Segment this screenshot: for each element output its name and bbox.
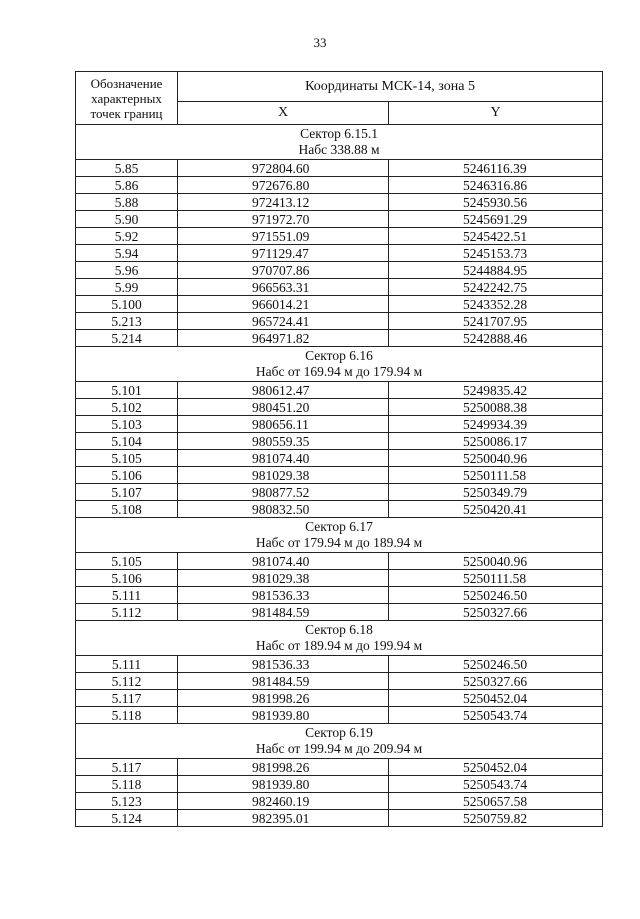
x-coordinate-cell: 981536.33 (178, 587, 389, 604)
x-coordinate-cell: 972804.60 (178, 160, 389, 177)
x-coordinate-cell: 981484.59 (178, 673, 389, 690)
sector-title: Сектор 6.15.1 (300, 126, 378, 141)
table-row (76, 553, 603, 570)
y-coordinate-cell: 5245691.29 (389, 211, 603, 228)
x-coordinate-cell: 980612.47 (178, 382, 389, 399)
x-coordinate-cell: 981536.33 (178, 656, 389, 673)
y-coordinate-cell: 5242242.75 (389, 279, 603, 296)
y-coordinate-cell: 5246316.86 (389, 177, 603, 194)
sector-heading-row (76, 518, 603, 553)
point-id-cell: 5.124 (76, 810, 178, 827)
y-coordinate-cell: 5241707.95 (389, 313, 603, 330)
point-id-cell: 5.108 (76, 501, 178, 518)
table-row (76, 450, 603, 467)
x-coordinate-cell: 981939.80 (178, 707, 389, 724)
header-point-designation: Обозначение характерных точек границ (76, 72, 178, 125)
y-coordinate-cell: 5250327.66 (389, 604, 603, 621)
header-x: X (178, 102, 389, 125)
table-row (76, 587, 603, 604)
table-row (76, 245, 603, 262)
table-row (76, 604, 603, 621)
sector-heading-row (76, 621, 603, 656)
sector-height: Набс от 169.94 м до 179.94 м (255, 364, 423, 379)
y-coordinate-cell: 5250349.79 (389, 484, 603, 501)
coordinates-table (75, 71, 603, 827)
point-id-cell: 5.99 (76, 279, 178, 296)
point-id-cell: 5.123 (76, 793, 178, 810)
table-header (76, 72, 603, 125)
point-id-cell: 5.104 (76, 433, 178, 450)
x-coordinate-cell: 964971.82 (178, 330, 389, 347)
table-row (76, 279, 603, 296)
y-coordinate-cell: 5242888.46 (389, 330, 603, 347)
table-row (76, 399, 603, 416)
y-coordinate-cell: 5250657.58 (389, 793, 603, 810)
x-coordinate-cell: 980451.20 (178, 399, 389, 416)
sector-heading-row (76, 125, 603, 160)
table-row (76, 793, 603, 810)
table-row (76, 177, 603, 194)
x-coordinate-cell: 980559.35 (178, 433, 389, 450)
y-coordinate-cell: 5250040.96 (389, 450, 603, 467)
table-row (76, 759, 603, 776)
x-coordinate-cell: 972676.80 (178, 177, 389, 194)
table-row (76, 656, 603, 673)
x-coordinate-cell: 981074.40 (178, 450, 389, 467)
table-body (76, 125, 603, 827)
point-id-cell: 5.106 (76, 467, 178, 484)
y-coordinate-cell: 5250088.38 (389, 399, 603, 416)
x-coordinate-cell: 971551.09 (178, 228, 389, 245)
sector-heading-row (76, 347, 603, 382)
point-id-cell: 5.117 (76, 759, 178, 776)
x-coordinate-cell: 966014.21 (178, 296, 389, 313)
table-row (76, 211, 603, 228)
point-id-cell: 5.112 (76, 673, 178, 690)
x-coordinate-cell: 980877.52 (178, 484, 389, 501)
point-id-cell: 5.85 (76, 160, 178, 177)
x-coordinate-cell: 982460.19 (178, 793, 389, 810)
table-row (76, 707, 603, 724)
sector-heading (76, 621, 603, 656)
x-coordinate-cell: 980832.50 (178, 501, 389, 518)
point-id-cell: 5.105 (76, 553, 178, 570)
point-id-cell: 5.100 (76, 296, 178, 313)
x-coordinate-cell: 970707.86 (178, 262, 389, 279)
y-coordinate-cell: 5250759.82 (389, 810, 603, 827)
x-coordinate-cell: 971129.47 (178, 245, 389, 262)
sector-heading (76, 125, 603, 160)
sector-title: Сектор 6.19 (305, 725, 373, 740)
y-coordinate-cell: 5250327.66 (389, 673, 603, 690)
point-id-cell: 5.118 (76, 707, 178, 724)
table-row (76, 467, 603, 484)
x-coordinate-cell: 980656.11 (178, 416, 389, 433)
sector-height: Набс от 179.94 м до 189.94 м (255, 535, 423, 550)
y-coordinate-cell: 5250246.50 (389, 656, 603, 673)
y-coordinate-cell: 5245930.56 (389, 194, 603, 211)
point-id-cell: 5.92 (76, 228, 178, 245)
point-id-cell: 5.106 (76, 570, 178, 587)
x-coordinate-cell: 965724.41 (178, 313, 389, 330)
table-row (76, 262, 603, 279)
table-row (76, 484, 603, 501)
y-coordinate-cell: 5243352.28 (389, 296, 603, 313)
table-row (76, 673, 603, 690)
page-number: 33 (313, 35, 327, 50)
table-row (76, 433, 603, 450)
sector-heading (76, 347, 603, 382)
y-coordinate-cell: 5249934.39 (389, 416, 603, 433)
table-row (76, 382, 603, 399)
y-coordinate-cell: 5250086.17 (389, 433, 603, 450)
point-id-cell: 5.213 (76, 313, 178, 330)
y-coordinate-cell: 5250040.96 (389, 553, 603, 570)
table-row (76, 330, 603, 347)
y-coordinate-cell: 5249835.42 (389, 382, 603, 399)
table-row (76, 194, 603, 211)
y-coordinate-cell: 5250543.74 (389, 776, 603, 793)
point-id-cell: 5.111 (76, 587, 178, 604)
sector-heading-row (76, 724, 603, 759)
point-id-cell: 5.90 (76, 211, 178, 228)
point-id-cell: 5.117 (76, 690, 178, 707)
sector-height: Набс 338.88 м (298, 142, 380, 157)
x-coordinate-cell: 972413.12 (178, 194, 389, 211)
point-id-cell: 5.112 (76, 604, 178, 621)
x-coordinate-cell: 981998.26 (178, 759, 389, 776)
x-coordinate-cell: 981029.38 (178, 467, 389, 484)
header-coordinates-group: Координаты МСК-14, зона 5 (178, 72, 603, 102)
sector-heading (76, 518, 603, 553)
y-coordinate-cell: 5245422.51 (389, 228, 603, 245)
header-y: Y (389, 102, 603, 125)
y-coordinate-cell: 5250452.04 (389, 690, 603, 707)
point-id-cell: 5.94 (76, 245, 178, 262)
sector-height: Набс от 199.94 м до 209.94 м (255, 741, 423, 756)
sector-title: Сектор 6.16 (305, 348, 373, 363)
table-row (76, 501, 603, 518)
table-row (76, 228, 603, 245)
x-coordinate-cell: 982395.01 (178, 810, 389, 827)
x-coordinate-cell: 971972.70 (178, 211, 389, 228)
table-row (76, 296, 603, 313)
table-row (76, 690, 603, 707)
y-coordinate-cell: 5250452.04 (389, 759, 603, 776)
x-coordinate-cell: 966563.31 (178, 279, 389, 296)
x-coordinate-cell: 981484.59 (178, 604, 389, 621)
sector-height: Набс от 189.94 м до 199.94 м (255, 638, 423, 653)
point-id-cell: 5.86 (76, 177, 178, 194)
table-row (76, 810, 603, 827)
y-coordinate-cell: 5250111.58 (389, 570, 603, 587)
point-id-cell: 5.214 (76, 330, 178, 347)
point-id-cell: 5.107 (76, 484, 178, 501)
x-coordinate-cell: 981029.38 (178, 570, 389, 587)
table-row (76, 416, 603, 433)
table-row (76, 776, 603, 793)
sector-heading (76, 724, 603, 759)
table-row (76, 570, 603, 587)
point-id-cell: 5.111 (76, 656, 178, 673)
point-id-cell: 5.102 (76, 399, 178, 416)
point-id-cell: 5.105 (76, 450, 178, 467)
y-coordinate-cell: 5250246.50 (389, 587, 603, 604)
x-coordinate-cell: 981998.26 (178, 690, 389, 707)
table-row (76, 313, 603, 330)
sector-title: Сектор 6.18 (305, 622, 373, 637)
y-coordinate-cell: 5245153.73 (389, 245, 603, 262)
x-coordinate-cell: 981074.40 (178, 553, 389, 570)
point-id-cell: 5.101 (76, 382, 178, 399)
point-id-cell: 5.96 (76, 262, 178, 279)
point-id-cell: 5.118 (76, 776, 178, 793)
sector-title: Сектор 6.17 (305, 519, 373, 534)
y-coordinate-cell: 5246116.39 (389, 160, 603, 177)
y-coordinate-cell: 5244884.95 (389, 262, 603, 279)
point-id-cell: 5.88 (76, 194, 178, 211)
table-row (76, 160, 603, 177)
y-coordinate-cell: 5250420.41 (389, 501, 603, 518)
point-id-cell: 5.103 (76, 416, 178, 433)
x-coordinate-cell: 981939.80 (178, 776, 389, 793)
y-coordinate-cell: 5250111.58 (389, 467, 603, 484)
y-coordinate-cell: 5250543.74 (389, 707, 603, 724)
